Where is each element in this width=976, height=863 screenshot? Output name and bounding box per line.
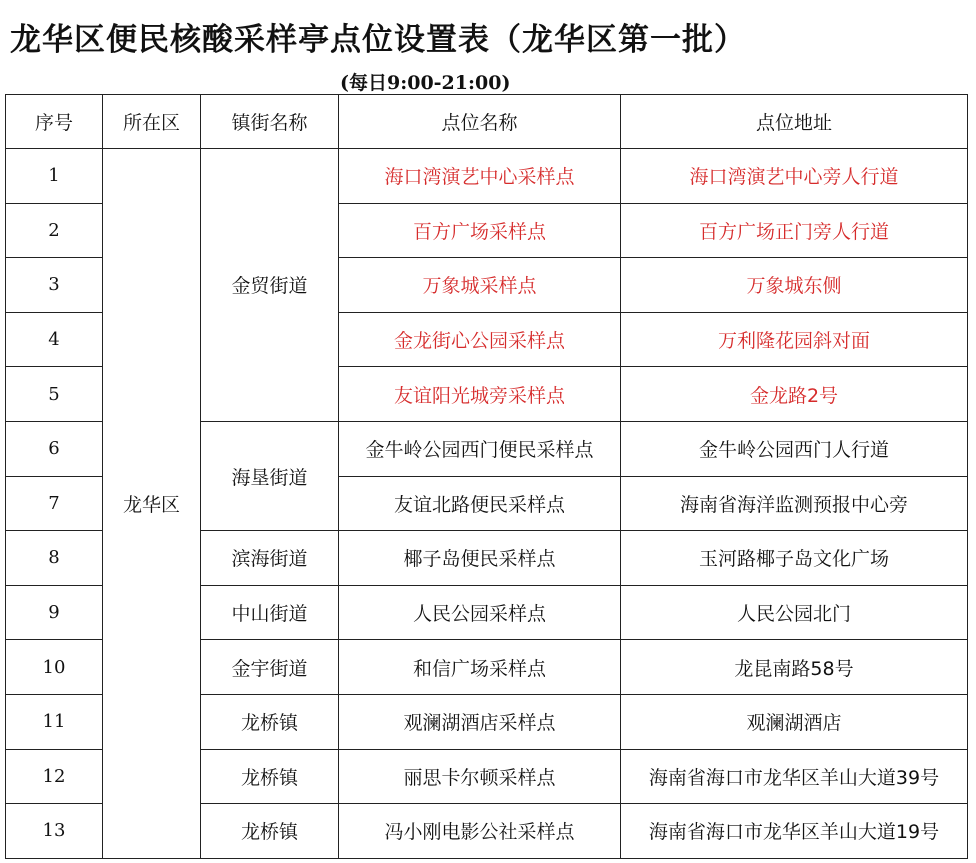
site-name-cell: 海口湾演艺中心采样点 [339,149,621,204]
street-cell: 金宇街道 [201,640,339,695]
site-address-cell: 百方广场正门旁人行道 [621,203,968,258]
street-cell: 金贸街道 [201,149,339,422]
street-cell: 海垦街道 [201,421,339,530]
site-address-cell: 龙昆南路58号 [621,640,968,695]
site-name-cell: 和信广场采样点 [339,640,621,695]
table-header-row [6,95,968,149]
header-site-name: 点位名称 [339,95,621,149]
site-address-cell: 金龙路2号 [621,367,968,422]
site-address-cell: 海南省海口市龙华区羊山大道19号 [621,804,968,859]
site-address-cell: 海口湾演艺中心旁人行道 [621,149,968,204]
site-address-cell: 人民公园北门 [621,585,968,640]
street-cell: 滨海街道 [201,531,339,586]
site-name-cell: 百方广场采样点 [339,203,621,258]
site-name-cell: 人民公园采样点 [339,585,621,640]
site-name-cell: 丽思卡尔顿采样点 [339,749,621,804]
site-name-cell: 冯小刚电影公社采样点 [339,804,621,859]
row-seq: 4 [6,312,103,367]
header-district: 所在区 [103,95,201,149]
row-seq: 2 [6,203,103,258]
district-cell: 龙华区 [103,149,201,859]
site-address-cell: 观澜湖酒店 [621,694,968,749]
row-seq: 9 [6,585,103,640]
site-address-cell: 海南省海口市龙华区羊山大道39号 [621,749,968,804]
row-seq: 12 [6,749,103,804]
row-seq: 7 [6,476,103,531]
row-seq: 6 [6,421,103,476]
page-title: 龙华区便民核酸采样亭点位设置表（龙华区第一批） [10,22,746,58]
site-address-cell: 玉河路椰子岛文化广场 [621,531,968,586]
site-name-cell: 友谊北路便民采样点 [339,476,621,531]
site-name-cell: 椰子岛便民采样点 [339,531,621,586]
site-name-cell: 金龙街心公园采样点 [339,312,621,367]
sampling-sites-table [5,94,968,859]
row-seq: 1 [6,149,103,204]
site-name-cell: 金牛岭公园西门便民采样点 [339,421,621,476]
row-seq: 10 [6,640,103,695]
header-seq: 序号 [6,95,103,149]
header-site-address: 点位地址 [621,95,968,149]
row-seq: 5 [6,367,103,422]
site-address-cell: 金牛岭公园西门人行道 [621,421,968,476]
header-street: 镇街名称 [201,95,339,149]
table-row [6,149,968,204]
row-seq: 11 [6,694,103,749]
street-cell: 龙桥镇 [201,749,339,804]
street-cell: 龙桥镇 [201,694,339,749]
street-cell: 龙桥镇 [201,804,339,859]
site-name-cell: 观澜湖酒店采样点 [339,694,621,749]
site-name-cell: 友谊阳光城旁采样点 [339,367,621,422]
page-subtitle: (每日9:00-21:00) [340,72,511,94]
site-address-cell: 万利隆花园斜对面 [621,312,968,367]
row-seq: 8 [6,531,103,586]
site-address-cell: 海南省海洋监测预报中心旁 [621,476,968,531]
street-cell: 中山街道 [201,585,339,640]
row-seq: 3 [6,258,103,313]
site-address-cell: 万象城东侧 [621,258,968,313]
row-seq: 13 [6,804,103,859]
site-name-cell: 万象城采样点 [339,258,621,313]
